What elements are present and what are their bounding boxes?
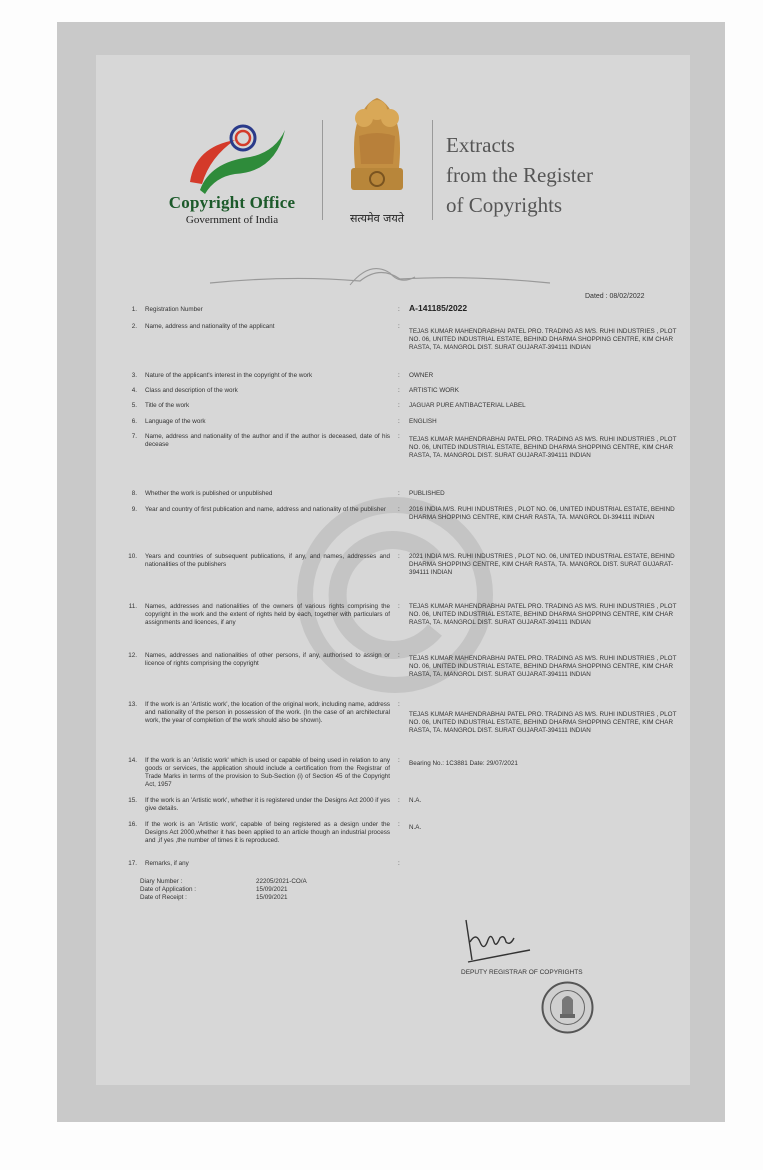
official-stamp xyxy=(540,980,595,1035)
diary-number-label: Diary Number : xyxy=(140,878,183,885)
entry-colon: : xyxy=(398,402,400,409)
entry-answer: ENGLISH xyxy=(409,418,437,425)
header-divider-2 xyxy=(432,120,433,220)
entry-question: Years and countries of subsequent publications, if any, and names, addresses and nationalities of the publishers xyxy=(145,553,390,568)
entry-number: 15. xyxy=(128,797,137,804)
entry-question: If the work is an 'Artistic work', capable of being registered as a design under the Designs Act 2000,whether it has been applied to an article though an industrial process and ,if yes ,the number of times it is reproduced. xyxy=(145,821,390,844)
entry-number: 6. xyxy=(131,418,137,425)
entry-answer: Bearing No.: 1C3881 Date: 29/07/2021 xyxy=(409,760,518,767)
entry-question: Language of the work xyxy=(145,418,206,425)
entry-number: 2. xyxy=(131,323,137,330)
entry-colon: : xyxy=(398,821,400,828)
entry-colon: : xyxy=(398,506,400,513)
entry-number: 3. xyxy=(131,372,137,379)
entry-colon: : xyxy=(398,701,400,708)
entry-number: 11. xyxy=(128,603,137,610)
national-emblem-icon xyxy=(333,86,421,214)
entry-colon: : xyxy=(398,652,400,659)
entry-number: 5. xyxy=(131,402,137,409)
entry-number: 7. xyxy=(131,433,137,440)
dated-label: Dated : 08/02/2022 xyxy=(585,293,645,300)
entry-number: 14. xyxy=(128,757,137,764)
entry-question: Remarks, if any xyxy=(145,860,189,867)
entry-answer: TEJAS KUMAR MAHENDRABHAI PATEL PRO. TRADING AS M/S. RUHI INDUSTRIES , PLOT NO. 06, UNITED INDUSTRIAL ESTATE, BEHIND DHARMA SHOPPING CENTRE, KIM CHAR RASTA, TA. MANGROL DIST. SURAT GUJARAT-394111 INDIAN xyxy=(409,436,677,459)
diary-values xyxy=(256,878,307,902)
entry-answer: N.A. xyxy=(409,824,422,831)
entry-answer: JAGUAR PURE ANTIBACTERIAL LABEL xyxy=(409,402,526,409)
date-of-receipt-label: Date of Receipt : xyxy=(140,894,187,901)
date-of-receipt-value: 15/09/2021 xyxy=(256,894,288,901)
entry-answer: OWNER xyxy=(409,372,434,379)
office-title: Copyright Office xyxy=(168,193,296,212)
diary-number-value: 22205/2021-CO/A xyxy=(256,878,307,885)
entry-colon: : xyxy=(398,860,400,867)
entry-question: Class and description of the work xyxy=(145,387,238,394)
entry-answer: 2021 INDIA M/S. RUHI INDUSTRIES , PLOT NO. 06, UNITED INDUSTRIAL ESTATE, BEHIND DHARMA SHOPPING CENTRE, KIM CHAR RASTA, TA. MANGROL DIST. SURAT GUJARAT-394111 INDIAN xyxy=(409,553,675,576)
entry-number: 10. xyxy=(128,553,137,560)
entry-question: Nature of the applicant's interest in the copyright of the work xyxy=(145,372,313,379)
entry-question: If the work is an 'Artistic work', whether it is registered under the Designs Act 2000 if yes give details. xyxy=(145,797,390,812)
ornament-flourish xyxy=(200,255,560,305)
entry-colon: : xyxy=(398,603,400,610)
entry-colon: : xyxy=(398,553,400,560)
entry-colon: : xyxy=(398,797,400,804)
heading-line-1: Extracts xyxy=(446,133,515,157)
entry-question: Name, address and nationality of the author and if the author is deceased, date of his decease xyxy=(145,433,390,448)
signature xyxy=(458,912,538,967)
entry-question: If the work is an 'Artistic work', the location of the original work, including name, address and nationality of the person in possession of the work. (In the case of an architectural work, the year of completion of the work should also be shown). xyxy=(145,701,390,724)
heading-line-3: of Copyrights xyxy=(446,193,563,217)
entry-colon: : xyxy=(398,757,400,764)
entry-answer: TEJAS KUMAR MAHENDRABHAI PATEL PRO. TRADING AS M/S. RUHI INDUSTRIES , PLOT NO. 06, UNITED INDUSTRIAL ESTATE, BEHIND DHARMA SHOPPING CENTRE, KIM CHAR RASTA, TA. MANGROL DIST. SURAT GUJARAT-394111 INDIAN xyxy=(409,711,677,734)
document-heading xyxy=(446,130,593,220)
entry-colon: : xyxy=(398,387,400,394)
entry-question: Names, addresses and nationalities of the owners of various rights comprising the copyright in the work and the extent of rights held by each, together with particulars of assignments and licences, if any xyxy=(145,603,390,626)
entry-number: 1. xyxy=(131,306,137,313)
entry-number: 8. xyxy=(131,490,137,497)
entry-answer: TEJAS KUMAR MAHENDRABHAI PATEL PRO. TRADING AS M/S. RUHI INDUSTRIES , PLOT NO. 06, UNITED INDUSTRIAL ESTATE, BEHIND DHARMA SHOPPING CENTRE, KIM CHAR RASTA, TA. MANGROL DIST. SURAT GUJARAT-394111 INDIAN xyxy=(409,655,677,678)
entry-colon: : xyxy=(398,372,400,379)
entry-question: Year and country of first publication and name, address and nationality of the publisher xyxy=(145,506,386,513)
entry-answer: TEJAS KUMAR MAHENDRABHAI PATEL PRO. TRADING AS M/S. RUHI INDUSTRIES , PLOT NO. 06, UNITED INDUSTRIAL ESTATE, BEHIND DHARMA SHOPPING CENTRE, KIM CHAR RASTA, TA. MANGROL DIST. SURAT GUJARAT-394111 INDIAN xyxy=(409,603,677,626)
diary-labels xyxy=(140,878,196,902)
entry-question: Registration Number xyxy=(145,306,203,313)
heading-line-2: from the Register xyxy=(446,163,593,187)
entry-answer: TEJAS KUMAR MAHENDRABHAI PATEL PRO. TRADING AS M/S. RUHI INDUSTRIES , PLOT NO. 06, UNITED INDUSTRIAL ESTATE, BEHIND DHARMA SHOPPING CENTRE, KIM CHAR RASTA, TA. MANGROL DIST. SURAT GUJARAT-394111 INDIAN xyxy=(409,328,677,351)
entry-number: 9. xyxy=(131,506,137,513)
date-of-application-label: Date of Application : xyxy=(140,886,197,893)
entry-answer: ARTISTIC WORK xyxy=(409,387,459,394)
entry-colon: : xyxy=(398,418,400,425)
entry-answer: 2016 INDIA M/S. RUHI INDUSTRIES , PLOT NO. 06, UNITED INDUSTRIAL ESTATE, BEHIND DHARMA SHOPPING CENTRE, KIM CHAR RASTA, TA. MANGROL DI-394111 INDIAN xyxy=(409,506,675,521)
entry-number: 17. xyxy=(128,860,137,867)
entry-number: 13. xyxy=(128,701,137,708)
entry-colon: : xyxy=(398,306,400,313)
entry-question: If the work is an 'Artistic work' which is used or capable of being used in relation to any goods or services, the application should include a certification from the Registrar of Trade Marks in terms of the provision to Sub-Section (i) of Section 45 of the Copyright Act, 1957 xyxy=(145,757,390,788)
entry-number: 12. xyxy=(128,652,137,659)
entry-answer: N.A. xyxy=(409,797,422,804)
emblem-motto: सत्यमेव जयते xyxy=(349,212,404,225)
entry-colon: : xyxy=(398,433,400,440)
registration-number: A-141185/2022 xyxy=(409,303,468,313)
entry-colon: : xyxy=(398,323,400,330)
entry-colon: : xyxy=(398,490,400,497)
header-divider xyxy=(322,120,323,220)
entry-number: 4. xyxy=(131,387,137,394)
entry-answer: PUBLISHED xyxy=(409,490,445,497)
entry-question: Names, addresses and nationalities of other persons, if any, authorised to assign or licence of rights comprising the copyright xyxy=(145,652,390,667)
office-subtitle: Government of India xyxy=(185,214,279,226)
date-of-application-value: 15/09/2021 xyxy=(256,886,288,893)
signatory-title: DEPUTY REGISTRAR OF COPYRIGHTS xyxy=(461,969,583,976)
entry-question: Whether the work is published or unpublished xyxy=(145,490,273,497)
entry-question: Title of the work xyxy=(145,402,190,409)
entry-number: 16. xyxy=(128,821,137,828)
entry-question: Name, address and nationality of the applicant xyxy=(145,323,275,330)
